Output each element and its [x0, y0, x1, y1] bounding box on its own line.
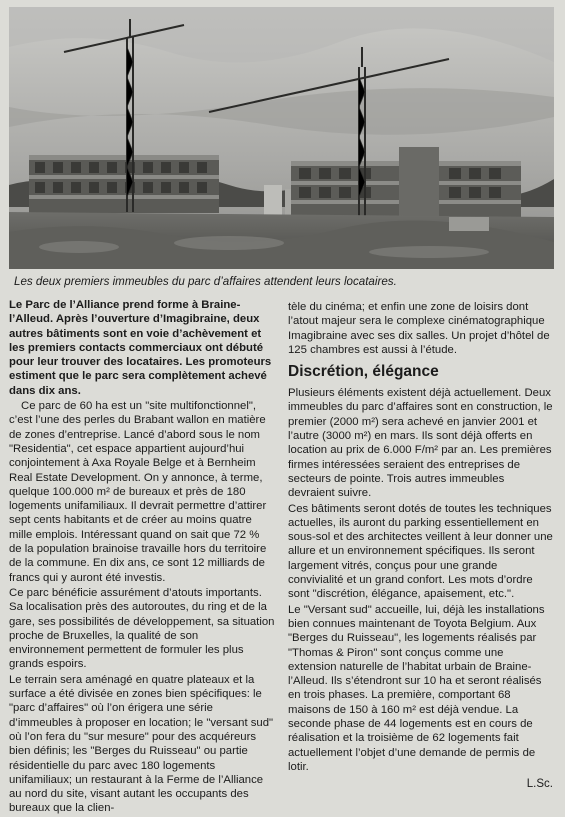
- construction-photo: [9, 7, 554, 269]
- left-column: [9, 298, 275, 817]
- right-column: [288, 300, 554, 775]
- paragraph-1: Ce parc de 60 ha est un "site multifonctionnel", c’est l’une des perles du Brabant wallon en matière de zones d’entreprise. Lancé d’abord sous le nom "Residentia", cet espace appartient aujourd’hui conjointement à Axa Royale Belge et à Bernheim Real Estate Development. On y annonce, à terme, quelque 100.000 m² de bureaux et près de 180 logements unifamiliaux. Il devrait permettre d’attirer sept cents habitants et de créer au moins quatre mille emplois. Intéressant quand on sait que 72 % de la population brainoise travaille hors du territoire de la commune. En dix ans, ce sont 12 milliards de francs qui y auront été investis.: [9, 400, 267, 584]
- paragraph-5: Plusieurs éléments existent déjà actuellement. Deux immeubles du parc d’affaires sont en construction, le premier (2000 m²) sera achevé en janvier 2001 et l’autre (3000 m²) en mars. Ils sont déjà offerts en location au prix de 6.000 F/m² par an. Les premières firmes intéressées seraient des entreprises de secteurs de pointe. Trois autres immeubles devraient suivre.: [288, 387, 553, 500]
- article-lead: Le Parc de l’Alliance prend forme à Braine-l’Alleud. Après l’ouverture d’Imagibraine, deux autres bâtiments sont en voie d’achèvement et les premiers contacts commerciaux ont débuté pour leur trouver des locataires. Les promoteurs estiment que le parc sera complètement achevé dans dix ans.: [9, 299, 272, 397]
- photo-caption: Les deux premiers immeubles du parc d’affaires attendent leurs locataires.: [14, 275, 397, 288]
- paragraph-4: tèle du cinéma; et enfin une zone de loisirs dont l’atout majeur sera le complexe cinématographique Imagibraine avec ses dix salles. Un projet d’hôtel de 125 chambres est aussi à l’étude.: [288, 301, 550, 356]
- paragraph-6: Ces bâtiments seront dotés de toutes les techniques actuelles, ils auront du parking essentiellement en sous-sol et des architectes veillent à leur donner une allure et un environnement spécifiques. Ils seront largement vitrés, conçus pour une grande convivialité et un grand confort. Les mots d’ordre sont "discrétion, élégance, apaisement, etc.".: [288, 502, 553, 601]
- paragraph-3: Le terrain sera aménagé en quatre plateaux et la surface a été divisée en zones bien spécifiques: le "parc d’affaires" où l’on érigera une série d’immeubles à proposer en location; le "versant sud" où l’on fera du "sur mesure" pour des acquéreurs bien définis; les "Berges du Ruisseau" ou partie résidentielle du parc avec 180 logements unifamiliaux; un restaurant à la Ferme de l’Alliance au nord du site, visant autant les occupants des bureaux que la clien-: [9, 673, 274, 815]
- paragraph-7: Le "Versant sud" accueille, lui, déjà les installations bien connues maintenant de Toyota Belgium. Aux "Berges du Ruisseau", les logements réalisés par "Thomas & Piron" sont conçus comme une extension naturelle de l’habitat urbain de Braine-l’Alleud. Ils s’étendront sur 10 ha et seront réalisés en trois phases. La première, comportant 68 maisons de 150 à 160 m² est déjà vendue. La seconde phase de 44 logements est en cours de réalisation et la troisième de 62 logements fait actuellement l’objet d’une demande de permis de lotir.: [288, 603, 545, 773]
- paragraph-2: Ce parc bénéficie assurément d’atouts importants. Sa localisation près des autoroutes, du ring et de la gare, ses possibilités de développement, sa situation proche de Bruxelles, la qualité de son environnement permettent de formuler les plus grands espoirs.: [9, 586, 275, 671]
- author-signature: L.Sc.: [526, 778, 553, 790]
- subheading: Discrétion, élégance: [288, 363, 439, 381]
